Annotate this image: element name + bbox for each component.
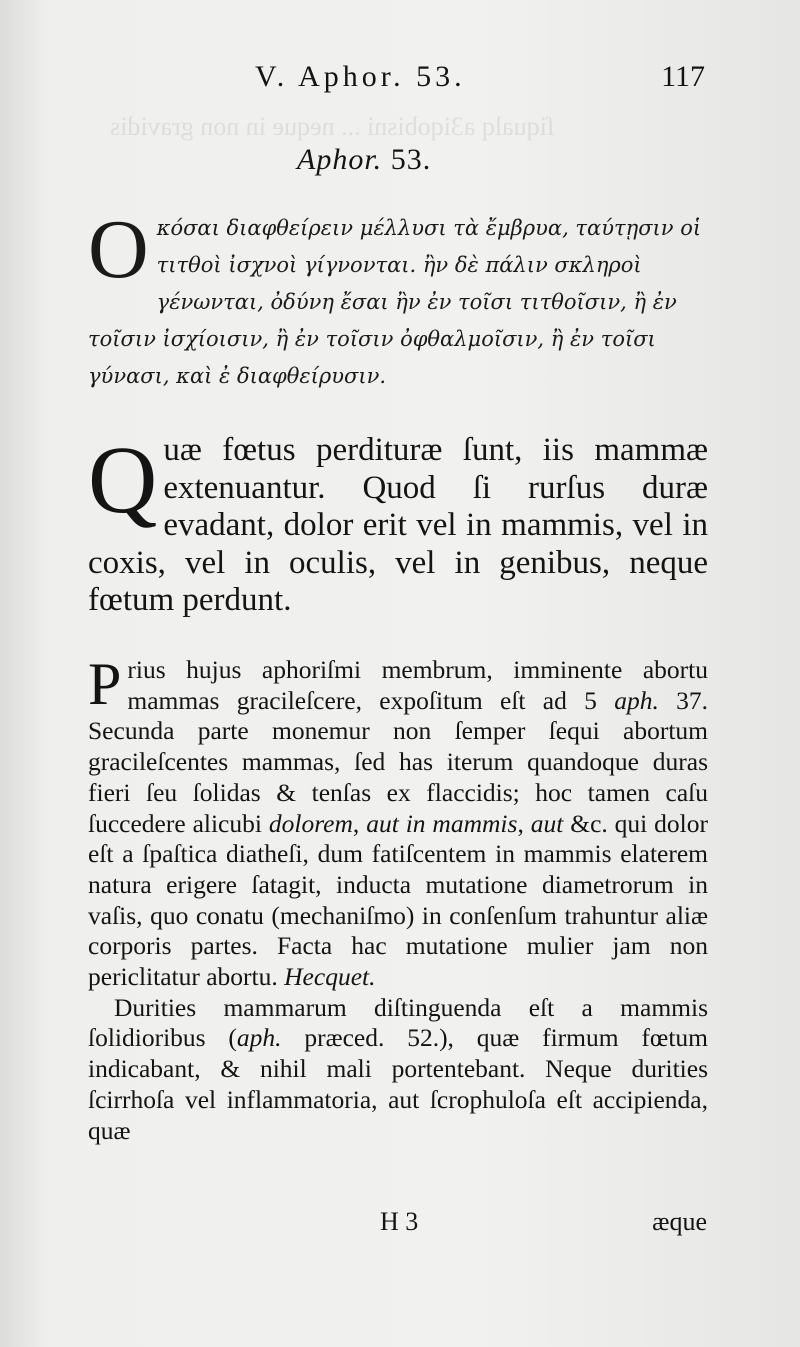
latin-body: uæ fœtus perdituræ ſunt, iis mammæ extenuantur. Quod ſi rurſus duræ evadant, dolor erit vel in mammis, vel in coxis, vel in oculis, vel in genibus, neque fœtum perdunt.: [88, 432, 708, 618]
commentary: [88, 651, 708, 1146]
greek-body: κόσαι διαφθείρειν μέλλυσι τὰ ἔμβρυα, ταύτῃσιν οἱ τιτθοὶ ἰσχνοὶ γίγνονται. ἢν δὲ πάλιν σκληροὶ γένωνται, ὀδύνη ἔσαι ἢν ἐν τοῖσι τιτθοῖσιν, ἢ ἐν τοῖσιν ἰσχίοισιν, ἢ ἐν τοῖσιν ὀφθαλμοῖσιν, ἢ ἐν τοῖσι γύνασι, καὶ ἐ διαφθείρυσιν.: [88, 216, 702, 388]
page-footer: [0, 1207, 800, 1239]
aphorism-reference: aph.: [236, 1023, 282, 1053]
aphorism-number: 53.: [390, 143, 432, 176]
catchword: æque: [652, 1207, 707, 1236]
greek-drop-cap: O: [88, 203, 149, 296]
aphorism-reference: aph.: [614, 685, 659, 715]
page-number: 117: [661, 60, 705, 93]
running-head: V. Aphor. 53.: [255, 60, 466, 93]
aphorism-title: [297, 143, 431, 177]
aphorism-label: Aphor.: [297, 143, 383, 176]
page-header: [0, 60, 800, 100]
show-through-text: ſiqualq a3iqobisni ... neque in non gravidis: [110, 112, 555, 141]
italic-phrase: aut in mammis: [366, 808, 518, 838]
latin-drop-cap: Q: [88, 426, 158, 533]
commentary-drop-cap: P: [88, 651, 122, 717]
signature-mark: H 3: [380, 1207, 419, 1236]
commentary-paragraph-1: Prius hujus aphoriſmi membrum, imminente abortu mammas gracileſcere, expoſitum eſt ad 5 aph. 37. Secunda parte monemur non ſemper ſequi abortum gracileſcentes mammas, ſed has iterum quandoque duras fieri ſeu ſolidas & tenſas ex flaccidis; hoc tamen caſu ſuccedere alicubi dolorem, aut in mammis, aut &c. qui dolor eſt a ſpaſtica diatheſi, dum fatiſcentem in mammis elaterem natura erigere ſatagit, inducta mutatione diametrorum in vaſis, quo conatu (mechaniſmo) in conſenſum trahuntur aliæ corporis partes. Facta hac mutatione mulier jam non periclitatur abortu. Hecquet.: [88, 651, 708, 992]
author-citation: Hecquet.: [284, 962, 376, 992]
latin-translation: [88, 426, 708, 620]
italic-phrase: dolorem: [268, 808, 353, 838]
greek-text: [88, 203, 708, 395]
italic-phrase: aut: [530, 808, 564, 838]
commentary-paragraph-2: Durities mammarum diſtinguenda eſt a mammis ſolidioribus (aph. præced. 52.), quæ firmum fœtum indicabant, & nihil mali portentebant. Neque durities ſcirrhoſa vel inflammatoria, aut ſcrophuloſa eſt accipienda, quæ: [88, 992, 708, 1145]
